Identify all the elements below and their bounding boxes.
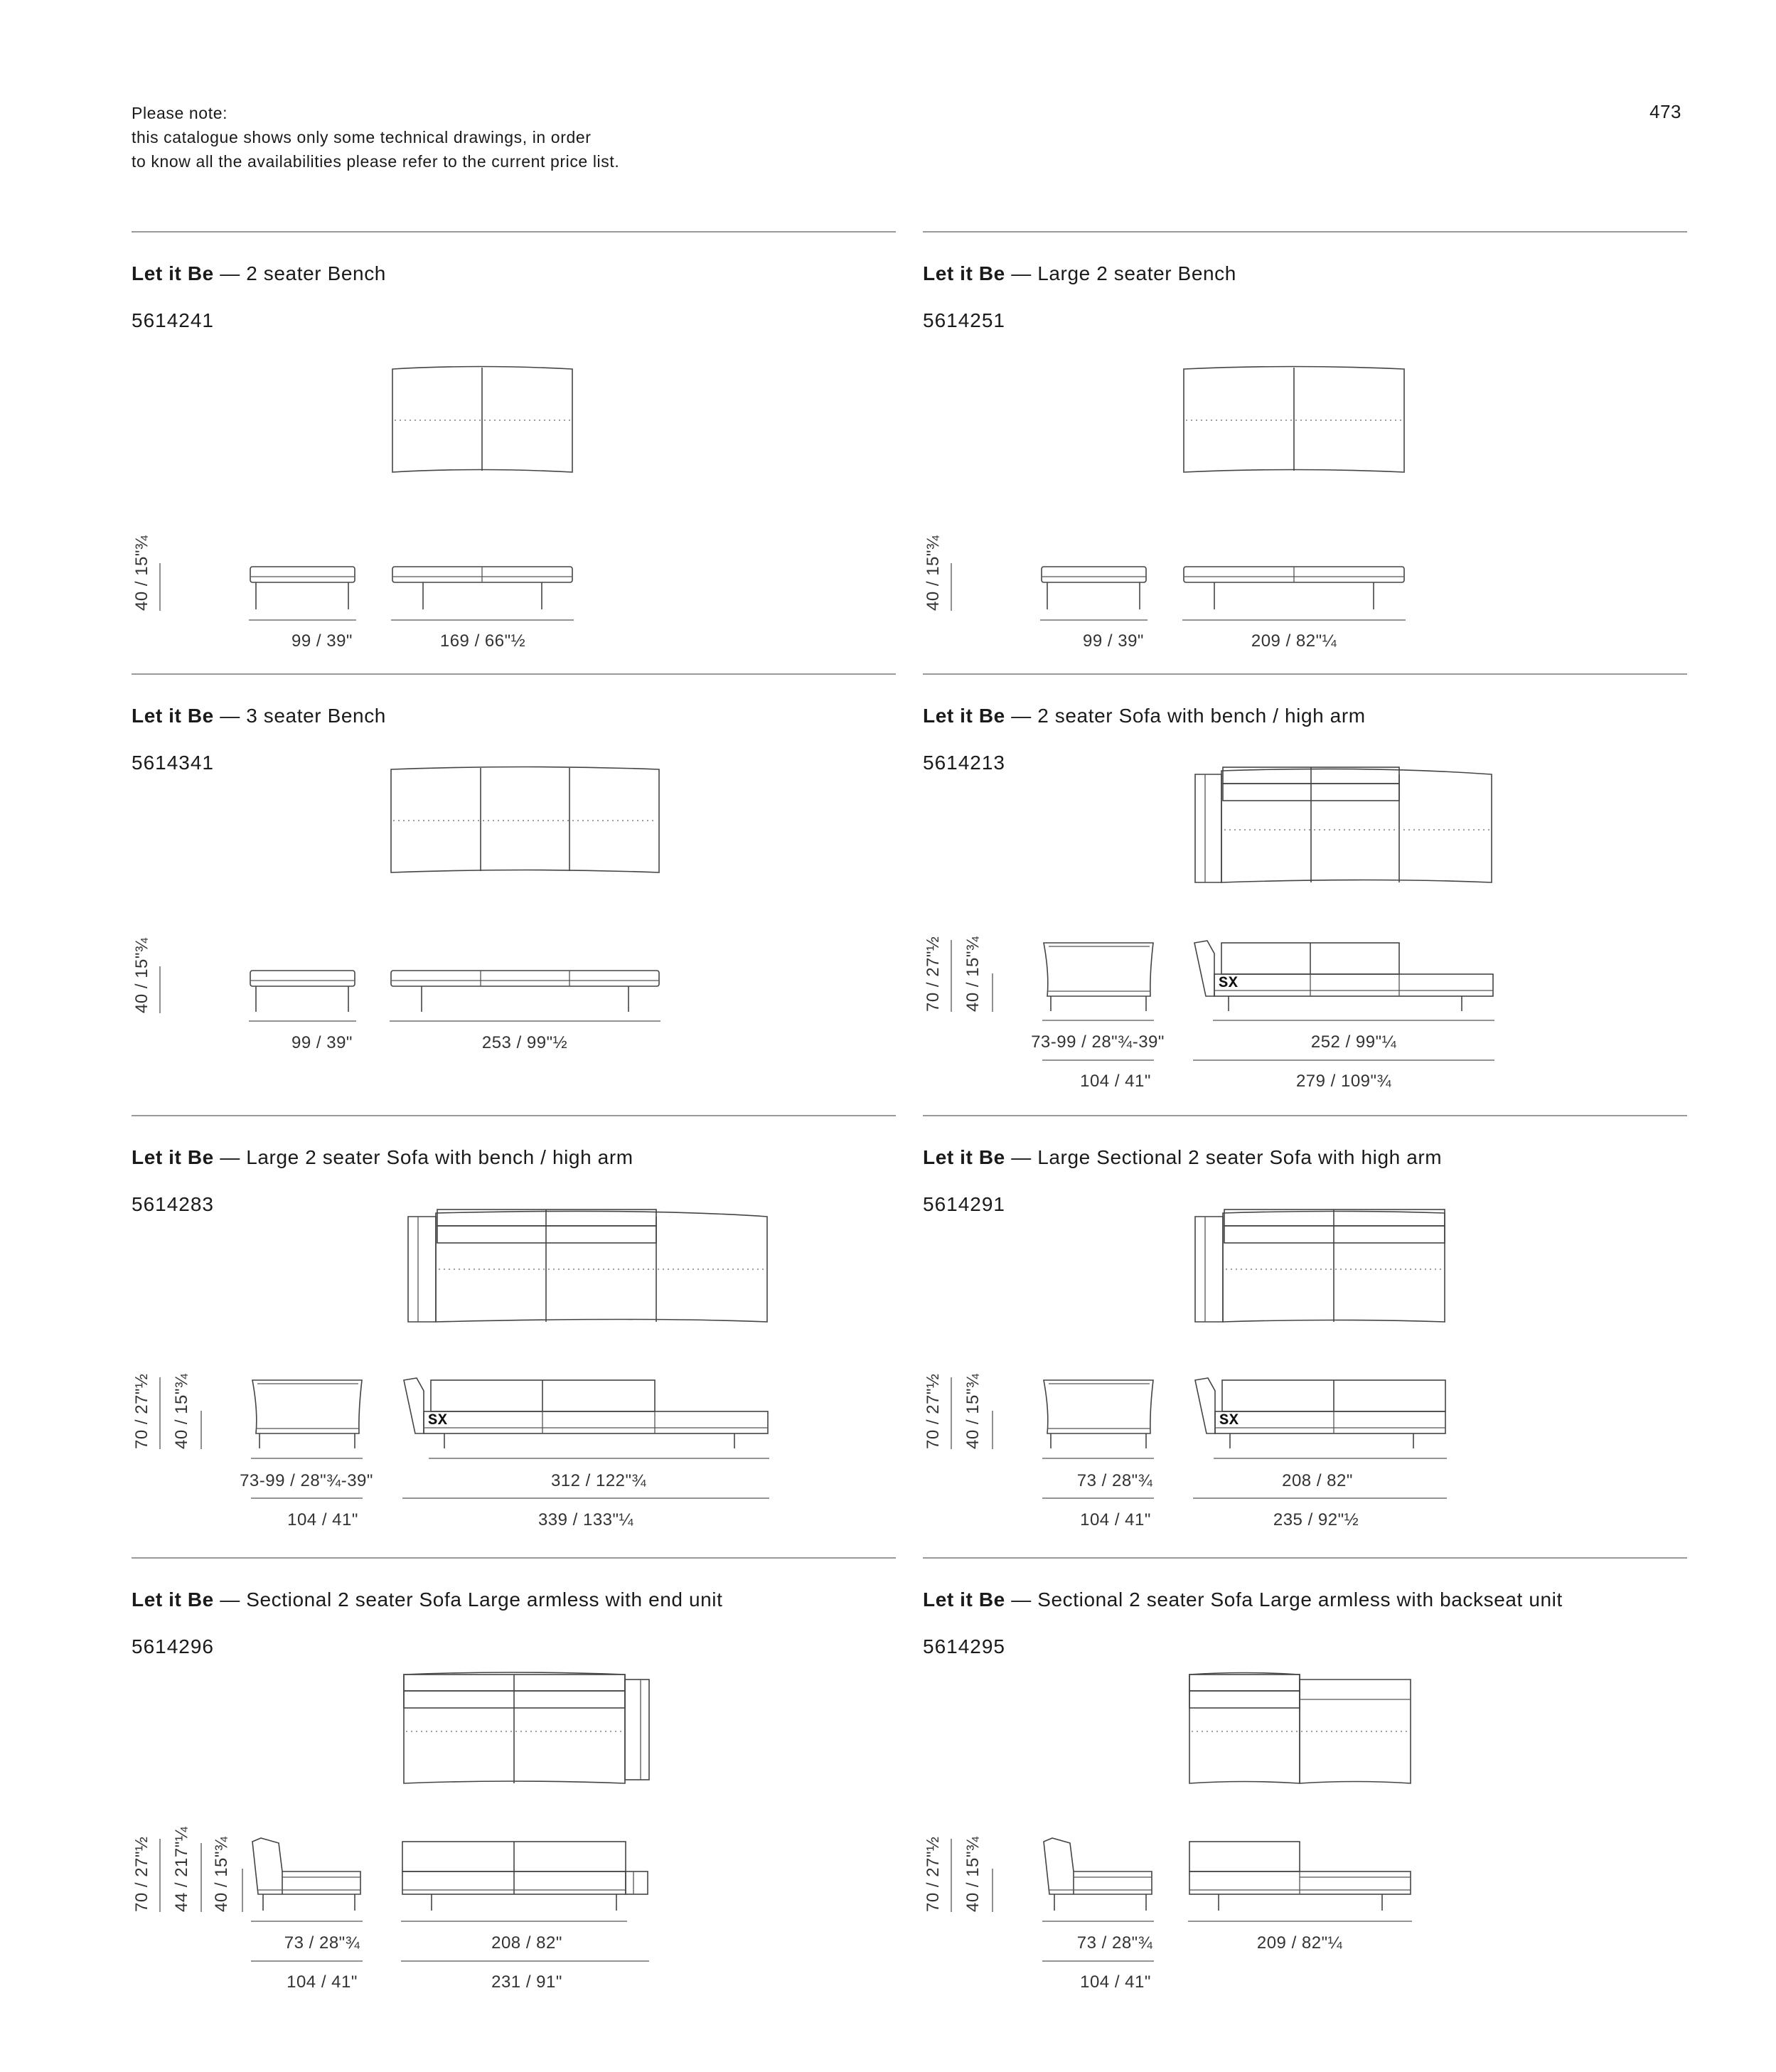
front-view (391, 971, 659, 1012)
dim-depth-label: 73 / 28"¾ (284, 1933, 360, 1953)
dim-depth-label: 73-99 / 28"¾-39" (240, 1471, 373, 1490)
side-view (250, 567, 355, 609)
product-code: 5614295 (923, 1635, 1006, 1657)
dim-height-total-label: 70 / 27"½ (132, 1373, 151, 1449)
dim-width-total-label: 235 / 92"½ (1273, 1510, 1359, 1529)
product-item-large-2-seater-bench (923, 231, 1687, 673)
side-view (1042, 567, 1146, 609)
top-view (1184, 367, 1404, 473)
product-name: — 2 seater Sofa with bench / high arm (1005, 705, 1366, 727)
product-item-large-2-seater-sofa-with-bench (132, 1115, 896, 1557)
product-brand: Let it Be (923, 1588, 1005, 1611)
technical-drawing (923, 233, 1687, 673)
catalogue-note (132, 101, 619, 173)
dim-height-seat-label: 40 / 15"¾ (963, 936, 983, 1012)
product-brand: Let it Be (132, 262, 214, 284)
product-code: 5614283 (132, 1193, 215, 1215)
product-item-2-seater-sofa-with-bench (923, 673, 1687, 1116)
dim-width-label: 253 / 99"½ (481, 1033, 568, 1052)
dim-width-label: 209 / 82"¼ (1256, 1933, 1343, 1953)
dim-depth-total-label: 104 / 41" (287, 1972, 358, 1992)
dim-width-label: 252 / 99"¼ (1310, 1032, 1397, 1052)
dim-width-label: 208 / 82" (491, 1933, 562, 1953)
product-name: — 2 seater Bench (213, 262, 386, 284)
dim-depth-total-label: 104 / 41" (1080, 1072, 1151, 1091)
dim-depth-label: 73-99 / 28"¾-39" (1031, 1032, 1165, 1052)
product-item-sectional-sofa-with-end-unit (132, 1557, 896, 1999)
product-code: 5614296 (132, 1635, 215, 1657)
top-view (404, 1672, 649, 1783)
product-brand: Let it Be (923, 1146, 1005, 1168)
product-brand: Let it Be (132, 705, 214, 727)
dim-width-total-label: 231 / 91" (491, 1972, 562, 1992)
front-view (392, 567, 572, 609)
product-brand: Let it Be (923, 262, 1005, 284)
technical-drawing (923, 1116, 1687, 1557)
dim-height-label: 40 / 15"¾ (132, 535, 151, 611)
top-view (1195, 767, 1492, 882)
side-view (250, 971, 355, 1012)
dim-height-seat-label: 40 / 15"¾ (172, 1373, 191, 1449)
dim-width-label: 312 / 122"¾ (550, 1471, 647, 1490)
dim-height-total-label: 70 / 27"½ (132, 1836, 151, 1912)
product-name: — 3 seater Bench (213, 705, 386, 727)
technical-drawing (923, 1559, 1687, 1999)
dim-depth-total-label: 104 / 41" (287, 1510, 358, 1529)
product-code: 5614291 (923, 1193, 1006, 1215)
side-view (1044, 943, 1153, 1011)
side-marker-sx: SX (1219, 1411, 1239, 1429)
dim-width-label: 209 / 82"¼ (1251, 631, 1337, 651)
dim-width-total-label: 279 / 109"¾ (1295, 1072, 1392, 1091)
dim-height-label: 40 / 15"¾ (924, 535, 943, 611)
page-number: 473 (1649, 101, 1681, 122)
top-view (408, 1209, 767, 1322)
product-item-3-seater-bench (132, 673, 896, 1116)
top-view (391, 767, 659, 873)
product-brand: Let it Be (132, 1588, 214, 1611)
product-code: 5614241 (132, 309, 215, 331)
front-view (1195, 1378, 1445, 1448)
product-code: 5614251 (923, 309, 1006, 331)
product-item-large-sectional-2-seater-sofa (923, 1115, 1687, 1557)
top-view (1195, 1209, 1445, 1322)
dim-width-label: 208 / 82" (1282, 1471, 1353, 1490)
product-item-sectional-sofa-with-backseat-unit (923, 1557, 1687, 1999)
dim-height-label: 40 / 15"¾ (132, 937, 151, 1013)
product-brand: Let it Be (132, 1146, 214, 1168)
dim-height-seat-label: 40 / 15"¾ (212, 1836, 231, 1912)
dim-width-total-label: 339 / 133"¼ (537, 1510, 634, 1529)
front-view (1184, 567, 1404, 609)
product-name: — Large 2 seater Bench (1005, 262, 1236, 284)
product-brand: Let it Be (923, 705, 1005, 727)
dim-height-seat-label: 40 / 15"¾ (963, 1836, 983, 1912)
dim-depth-label: 99 / 39" (291, 1033, 353, 1052)
dim-depth-total-label: 104 / 41" (1080, 1972, 1151, 1992)
note-line-3: to know all the availabilities please refer to the current price list. (132, 152, 620, 171)
dim-depth-total-label: 104 / 41" (1080, 1510, 1151, 1529)
technical-drawing (132, 1116, 896, 1557)
front-view (404, 1378, 768, 1448)
note-line-1: Please note: (132, 104, 228, 122)
technical-drawing (132, 675, 896, 1116)
side-view (252, 1838, 360, 1911)
dim-height-arm-label: 44 / 217"¼ (172, 1826, 191, 1912)
dim-height-total-label: 70 / 27"½ (924, 936, 943, 1012)
note-line-2: this catalogue shows only some technical drawings, in order (132, 128, 592, 146)
side-marker-sx: SX (428, 1411, 448, 1429)
dim-height-seat-label: 40 / 15"¾ (963, 1373, 983, 1449)
dim-depth-label: 73 / 28"¾ (1076, 1471, 1153, 1490)
product-item-2-seater-bench (132, 231, 896, 673)
product-code: 5614213 (923, 752, 1006, 774)
product-name: — Sectional 2 seater Sofa Large armless with end unit (213, 1588, 723, 1611)
dim-depth-label: 99 / 39" (291, 631, 353, 651)
dim-height-total-label: 70 / 27"½ (924, 1836, 943, 1912)
product-name: — Large Sectional 2 seater Sofa with high arm (1005, 1146, 1443, 1168)
front-view (1189, 1842, 1411, 1911)
side-marker-sx: SX (1219, 974, 1239, 992)
side-view (1044, 1380, 1153, 1448)
dim-depth-label: 99 / 39" (1083, 631, 1144, 651)
technical-drawing (132, 1559, 896, 1999)
product-code: 5614341 (132, 752, 215, 774)
side-view (1044, 1838, 1152, 1911)
top-view (392, 367, 572, 473)
dim-depth-label: 73 / 28"¾ (1076, 1933, 1153, 1953)
product-name: — Sectional 2 seater Sofa Large armless with backseat unit (1005, 1588, 1563, 1611)
side-view (252, 1380, 362, 1448)
front-view (402, 1842, 648, 1911)
technical-drawing (923, 675, 1687, 1116)
top-view (1189, 1673, 1411, 1784)
dim-width-label: 169 / 66"½ (439, 631, 526, 651)
dim-height-total-label: 70 / 27"½ (924, 1373, 943, 1449)
product-name: — Large 2 seater Sofa with bench / high arm (213, 1146, 633, 1168)
technical-drawing (132, 233, 896, 673)
front-view (1194, 941, 1493, 1011)
